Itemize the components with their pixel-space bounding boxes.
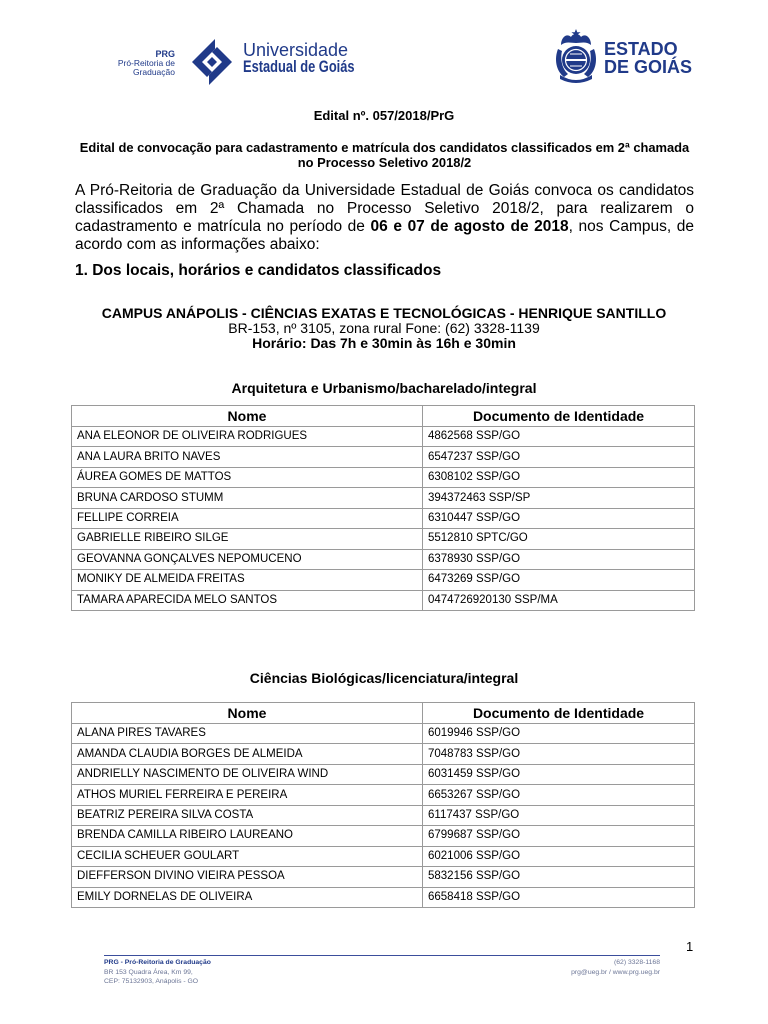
table-row (72, 785, 695, 805)
candidate-document: 6799687 SSP/GO (423, 826, 695, 846)
footer-phone: (62) 3328-1168 (614, 959, 660, 966)
candidate-name: MONIKY DE ALMEIDA FREITAS (72, 570, 423, 590)
table-header-row (72, 703, 695, 724)
candidate-name: ANA LAURA BRITO NAVES (72, 447, 423, 467)
footer-org-name: PRG - Pró-Reitoria de Graduação (104, 959, 211, 966)
candidate-document: 6019946 SSP/GO (423, 724, 695, 744)
document-subtitle-line1: Edital de convocação para cadastramento e matrícula dos candidatos classificados em 2ª chamada (79, 140, 690, 155)
candidate-document: 6473269 SSP/GO (423, 570, 695, 590)
candidate-name: ATHOS MURIEL FERREIRA E PEREIRA (72, 785, 423, 805)
candidate-document: 6547237 SSP/GO (423, 447, 695, 467)
candidate-document: 5512810 SPTC/GO (423, 529, 695, 549)
intro-text-before: A Pró-Reitoria de Graduação da Universidade Estadual de Goiás convoca os candidatos classificados em 2ª Chamada no Processo Seletivo 2018/2, para realizarem o cadastramento e matrícula no período de (75, 182, 694, 235)
prg-name-line1: Pró-Reitoria de (117, 58, 175, 68)
table-row (72, 826, 695, 846)
column-header-document: Documento de Identidade (423, 406, 695, 427)
candidate-name: EMILY DORNELAS DE OLIVEIRA (72, 887, 423, 907)
candidate-name: ÁUREA GOMES DE MATTOS (72, 467, 423, 487)
candidate-document: 6310447 SSP/GO (423, 508, 695, 528)
candidate-name: GABRIELLE RIBEIRO SILGE (72, 529, 423, 549)
table-row (72, 590, 695, 610)
table-header-row (72, 406, 695, 427)
candidate-name: TAMARA APARECIDA MELO SANTOS (72, 590, 423, 610)
table-row (72, 805, 695, 825)
prg-abbreviation: PRG (155, 49, 175, 59)
university-logo-text (243, 42, 386, 76)
candidate-document: 6378930 SSP/GO (423, 549, 695, 569)
footer-address-line1: BR 153 Quadra Área, Km 99, (104, 968, 193, 976)
course-title: Arquitetura e Urbanismo/bacharelado/integral (231, 380, 537, 396)
table-row (72, 744, 695, 764)
table-row (72, 447, 695, 467)
candidate-document: 5832156 SSP/GO (423, 867, 695, 887)
candidate-name: FELLIPE CORREIA (72, 508, 423, 528)
candidate-document: 6021006 SSP/GO (423, 846, 695, 866)
table-row (72, 549, 695, 569)
state-name-line2: DE GOIÁS (604, 56, 693, 77)
table-row (72, 846, 695, 866)
candidates-table (71, 405, 695, 611)
candidates-table (71, 702, 695, 908)
document-subtitle (75, 141, 694, 170)
candidate-name: BEATRIZ PEREIRA SILVA COSTA (72, 805, 423, 825)
table-row (72, 887, 695, 907)
footer-contact (571, 958, 660, 977)
campus-name: CAMPUS ANÁPOLIS - CIÊNCIAS EXATAS E TECNOLÓGICAS - HENRIQUE SANTILLO (101, 304, 667, 321)
table-row (72, 467, 695, 487)
candidate-name: AMANDA CLAUDIA BORGES DE ALMEIDA (72, 744, 423, 764)
footer-email-web: prg@ueg.br / www.prg.ueg.br (571, 968, 660, 976)
campus-hours: Horário: Das 7h e 30min às 16h e 30min (252, 334, 516, 351)
table-row (72, 867, 695, 887)
candidate-document: 394372463 SSP/SP (423, 488, 695, 508)
state-name-line1: ESTADO (604, 39, 678, 59)
candidate-document: 6658418 SSP/GO (423, 887, 695, 907)
candidate-name: GEOVANNA GONÇALVES NEPOMUCENO (72, 549, 423, 569)
candidate-name: BRENDA CAMILLA RIBEIRO LAUREANO (72, 826, 423, 846)
university-name-line2: Estadual de Goiás (243, 58, 355, 76)
candidate-name: ALANA PIRES TAVARES (72, 724, 423, 744)
candidate-document: 0474726920130 SSP/MA (423, 590, 695, 610)
footer-address (104, 958, 211, 987)
column-header-name: Nome (72, 406, 423, 427)
ueg-emblem-icon (188, 37, 236, 87)
university-name-line1: Universidade (243, 40, 349, 60)
campus-address: BR-153, nº 3105, zona rural Fone: (62) 3328-1139 (228, 319, 540, 336)
prg-name-line2: Graduação (132, 67, 175, 77)
state-logo-text (604, 41, 692, 76)
candidate-name: ANDRIELLY NASCIMENTO DE OLIVEIRA WIND (72, 764, 423, 784)
candidate-document: 6031459 SSP/GO (423, 764, 695, 784)
candidate-document: 6653267 SSP/GO (423, 785, 695, 805)
column-header-name: Nome (72, 703, 423, 724)
intro-date: 06 e 07 de agosto de 2018 (370, 218, 569, 235)
prg-logo-text (118, 50, 175, 77)
goias-coat-of-arms-icon (552, 29, 600, 83)
candidate-document: 4862568 SSP/GO (423, 427, 695, 447)
course-title: Ciências Biológicas/licenciatura/integral (249, 670, 519, 686)
table-row (72, 764, 695, 784)
intro-paragraph (75, 182, 694, 254)
candidate-document: 6117437 SSP/GO (423, 805, 695, 825)
campus-info (0, 306, 768, 351)
column-header-document: Documento de Identidade (423, 703, 695, 724)
table-row (72, 508, 695, 528)
intro-text-after: , nos Campus, de acordo com as informações abaixo: (75, 218, 695, 253)
candidate-name: CECILIA SCHEUER GOULART (72, 846, 423, 866)
candidate-name: BRUNA CARDOSO STUMM (72, 488, 423, 508)
candidate-name: DIEFFERSON DIVINO VIEIRA PESSOA (72, 867, 423, 887)
footer-divider (104, 955, 660, 956)
candidate-name: ANA ELEONOR DE OLIVEIRA RODRIGUES (72, 427, 423, 447)
section-heading: 1. Dos locais, horários e candidatos classificados (75, 262, 442, 279)
table-row (72, 488, 695, 508)
candidate-document: 6308102 SSP/GO (423, 467, 695, 487)
page-number: 1 (686, 939, 694, 954)
table-row (72, 427, 695, 447)
table-row (72, 724, 695, 744)
footer-address-line2: CEP: 75132903, Anápolis - GO (104, 978, 199, 985)
table-row (72, 529, 695, 549)
table-row (72, 570, 695, 590)
document-title: Edital nº. 057/2018/PrG (313, 108, 455, 123)
document-subtitle-line2: no Processo Seletivo 2018/2 (297, 154, 472, 170)
candidate-document: 7048783 SSP/GO (423, 744, 695, 764)
